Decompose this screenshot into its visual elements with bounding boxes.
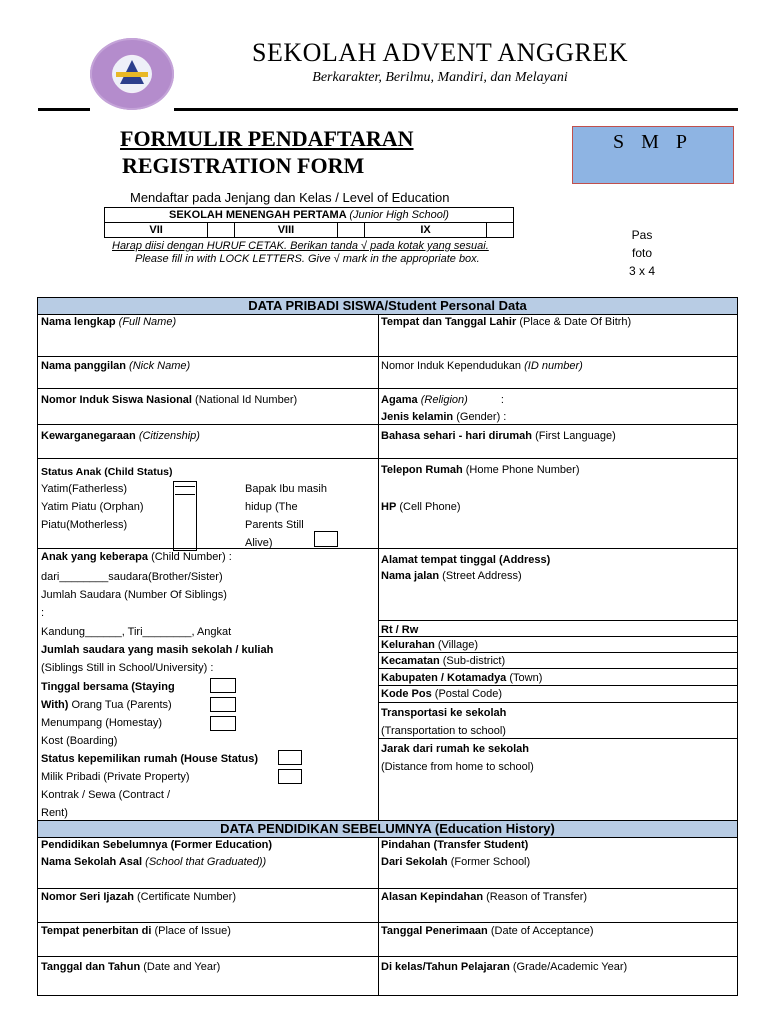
header-rule-right xyxy=(174,108,738,111)
address-label: Alamat tempat tinggal (Address) xyxy=(381,554,551,566)
child-status-checkbox[interactable] xyxy=(173,481,197,551)
house-status-label: Status kepemilikan rumah (House Status) xyxy=(41,753,258,765)
row-line xyxy=(38,888,737,889)
form-title-id: FORMULIR PENDAFTARAN xyxy=(120,126,414,151)
date-year-label[interactable]: Tanggal dan Tahun (Date and Year) xyxy=(41,961,221,973)
row-line xyxy=(379,620,737,621)
nisn-label[interactable]: Nomor Induk Siswa Nasional (National Id Number) xyxy=(41,394,298,406)
grade-ix-checkbox[interactable] xyxy=(487,223,514,238)
grade-vii-checkbox[interactable] xyxy=(208,223,235,238)
live-parents-label: With) Orang Tua (Parents) xyxy=(41,699,172,711)
kandung-field[interactable]: Kandung______, Tiri________, Angkat xyxy=(41,626,232,638)
status-option: Piatu(Motherless) xyxy=(41,519,128,531)
row-line xyxy=(38,956,737,957)
row-line xyxy=(379,685,737,686)
level-table xyxy=(104,207,514,238)
row-line xyxy=(38,356,737,357)
district-label[interactable]: Kecamatan (Sub-district) xyxy=(381,655,506,667)
siblings-school-label[interactable]: Jumlah saudara yang masih sekolah / kuliah xyxy=(41,644,274,656)
row-line xyxy=(38,424,737,425)
rt-rw-label[interactable]: Rt / Rw xyxy=(381,624,419,636)
nick-name-label[interactable]: Nama panggilan (Nick Name) xyxy=(41,360,191,372)
grade-ix: IX xyxy=(364,223,487,238)
street-label[interactable]: Nama jalan (Street Address) xyxy=(381,570,522,582)
own-label: Milik Pribadi (Private Property) xyxy=(41,771,190,783)
parents-alive-label: Bapak Ibu masih xyxy=(245,483,327,495)
photo-placeholder xyxy=(612,226,672,280)
language-label[interactable]: Bahasa sehari - hari dirumah (First Language) xyxy=(381,430,616,442)
former-school-label[interactable]: Dari Sekolah (Former School) xyxy=(381,856,531,868)
instruction-id: Harap diisi dengan HURUF CETAK. Berikan tanda √ pada kotak yang sesuai. xyxy=(112,240,489,252)
row-line xyxy=(379,702,737,703)
distance-label[interactable]: Jarak dari rumah ke sekolah xyxy=(381,743,529,755)
registration-form xyxy=(37,297,738,996)
photo-line: foto xyxy=(631,246,652,260)
school-name: SEKOLAH ADVENT ANGGREK xyxy=(252,38,628,67)
row-line xyxy=(379,738,737,739)
child-number-label[interactable]: Anak yang keberapa (Child Number) : xyxy=(41,551,232,563)
issue-place-label[interactable]: Tempat penerbitan di (Place of Issue) xyxy=(41,925,231,937)
rent-label: Kontrak / Sewa (Contract / xyxy=(41,789,170,801)
photo-line: 3 x 4 xyxy=(628,264,655,278)
transport-en: (Transportation to school) xyxy=(381,725,506,737)
town-label[interactable]: Kabupaten / Kotamadya (Town) xyxy=(381,672,543,684)
nik-label[interactable]: Nomor Induk Kependudukan (ID number) xyxy=(381,360,583,372)
form-title-en: REGISTRATION FORM xyxy=(122,153,365,178)
citizenship-label[interactable]: Kewarganegaraan (Citizenship) xyxy=(41,430,200,442)
homestay-label: Menumpang (Homestay) xyxy=(41,717,163,729)
level-badge: S M P xyxy=(572,126,734,184)
grade-viii: VIII xyxy=(234,223,337,238)
certificate-label[interactable]: Nomor Seri Ijazah (Certificate Number) xyxy=(41,891,237,903)
row-line xyxy=(38,922,737,923)
row-line xyxy=(38,458,737,459)
house-status-checkbox[interactable] xyxy=(278,750,302,765)
school-type: SEKOLAH MENENGAH PERTAMA (Junior High School) xyxy=(105,208,514,223)
parents-checkbox[interactable] xyxy=(210,697,236,712)
full-name-label[interactable]: Nama lengkap (Full Name) xyxy=(41,316,177,328)
checkbox-line xyxy=(175,494,195,495)
parents-alive-label: hidup (The xyxy=(245,501,298,513)
siblings-label[interactable]: Jumlah Saudara (Number Of Siblings) xyxy=(41,589,227,601)
row-line xyxy=(379,668,737,669)
village-label[interactable]: Kelurahan (Village) xyxy=(381,639,479,651)
row-line xyxy=(379,652,737,653)
column-divider xyxy=(378,837,379,995)
transport-label[interactable]: Transportasi ke sekolah xyxy=(381,707,507,719)
distance-en: (Distance from home to school) xyxy=(381,761,534,773)
row-line xyxy=(38,548,737,549)
row-line xyxy=(38,388,737,389)
school-motto: Berkarakter, Berilmu, Mandiri, dan Melayani xyxy=(312,70,568,85)
personal-data-header: DATA PRIBADI SISWA/Student Personal Data xyxy=(38,298,737,315)
child-status-label: Status Anak (Child Status) xyxy=(41,466,173,478)
postal-label[interactable]: Kode Pos (Postal Code) xyxy=(381,688,503,700)
grade-vii: VII xyxy=(105,223,208,238)
grade-viii-checkbox[interactable] xyxy=(338,223,365,238)
live-with-checkbox[interactable] xyxy=(210,678,236,693)
prev-education-label: Pendidikan Sebelumnya (Former Education) xyxy=(41,839,273,851)
siblings-school-en: (Siblings Still in School/University) : xyxy=(41,662,214,674)
level-label: Mendaftar pada Jenjang dan Kelas / Level of Education xyxy=(130,190,450,205)
home-phone-label[interactable]: Telepon Rumah (Home Phone Number) xyxy=(381,464,580,476)
live-with-label: Tinggal bersama (Staying xyxy=(41,681,175,693)
status-option: Yatim Piatu (Orphan) xyxy=(41,501,144,513)
transfer-reason-label[interactable]: Alasan Kepindahan (Reason of Transfer) xyxy=(381,891,588,903)
kost-label: Kost (Boarding) xyxy=(41,735,118,747)
column-divider xyxy=(378,314,379,826)
photo-line: Pas xyxy=(631,228,653,242)
rent-label-2: Rent) xyxy=(41,807,68,819)
parents-alive-checkbox[interactable] xyxy=(314,531,338,547)
parents-alive-label: Parents Still xyxy=(245,519,304,531)
row-line xyxy=(379,636,737,637)
transfer-label: Pindahan (Transfer Student) xyxy=(381,839,529,851)
homestay-checkbox[interactable] xyxy=(210,716,236,731)
checkbox-line xyxy=(175,486,195,487)
gender-label[interactable]: Jenis kelamin (Gender) : xyxy=(381,411,507,423)
acceptance-date-label[interactable]: Tanggal Penerimaan (Date of Acceptance) xyxy=(381,925,594,937)
own-checkbox[interactable] xyxy=(278,769,302,784)
status-option: Yatim(Fatherless) xyxy=(41,483,127,495)
school-name-label[interactable]: Nama Sekolah Asal (School that Graduated)) xyxy=(41,856,267,868)
birth-label[interactable]: Tempat dan Tanggal Lahir (Place & Date Of Bitrh) xyxy=(381,316,632,328)
religion-label[interactable]: Agama (Religion) : xyxy=(381,394,504,406)
parents-alive-label: Alive) xyxy=(245,537,273,549)
dari-field[interactable]: dari________saudara(Brother/Sister) xyxy=(41,571,223,583)
school-logo xyxy=(90,38,174,110)
instruction-en: Please fill in with LOCK LETTERS. Give √ mark in the appropriate box. xyxy=(135,253,480,265)
grade-year-label[interactable]: Di kelas/Tahun Pelajaran (Grade/Academic Year) xyxy=(381,961,628,973)
education-header: DATA PENDIDIKAN SEBELUMNYA (Education History) xyxy=(38,820,737,838)
cell-phone-label[interactable]: HP (Cell Phone) xyxy=(381,501,461,513)
header-rule-left xyxy=(38,108,90,111)
siblings-colon: : xyxy=(41,607,45,619)
